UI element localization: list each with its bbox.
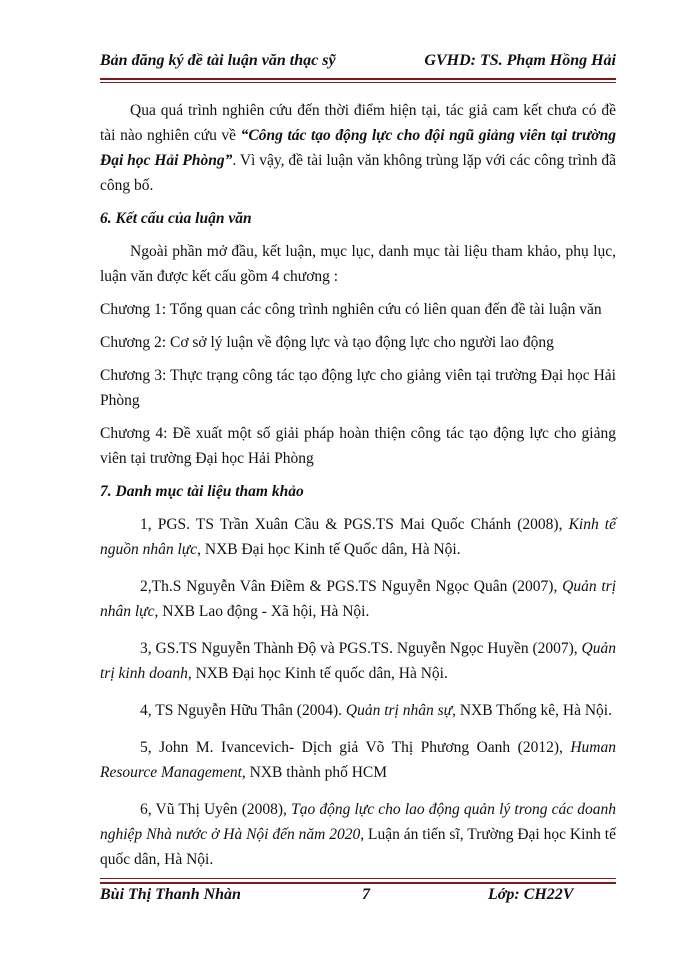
intro-text-2: . Vì vậy, đề tài luận văn không trùng lặp với các công trình đã công bố. [100, 152, 616, 194]
reference-5: 5, John M. Ivancevich- Dịch giả Võ Thị Phương Oanh (2012), Human Resource Management, NXB thành phố HCM [100, 739, 616, 781]
reference-title: Quản trị nhân sự [345, 702, 453, 719]
intro-topic: “Công tác tạo động lực cho đội ngũ giảng viên tại trường Đại học Hải Phòng” [100, 127, 616, 169]
reference-6: 6, Vũ Thị Uyên (2008), Tạo động lực cho lao động quản lý trong các doanh nghiệp Nhà nước ở Hà Nội đến năm 2020, Luận án tiến sĩ, Trường Đại học Kinh tế quốc dân, Hà Nội. [100, 801, 617, 868]
footer-rule-thin [100, 878, 616, 879]
intro-paragraph [100, 98, 616, 198]
reference-4: 4, TS Nguyễn Hữu Thân (2004). Quản trị nhân sự, NXB Thống kê, Hà Nội. [140, 702, 612, 719]
section-6-heading: 6. Kết cấu của luận văn [100, 210, 252, 227]
reference-2: 2,Th.S Nguyễn Vân Điềm & PGS.TS Nguyễn Ngọc Quân (2007), Quản trị nhân lực, NXB Lao động - Xã hội, Hà Nội. [100, 578, 616, 620]
header-rule-thin [100, 82, 616, 83]
reference-3: 3, GS.TS Nguyễn Thành Độ và PGS.TS. Nguyễn Ngọc Huyền (2007), Quản trị kinh doanh, NXB Đại học Kinh tế quốc dân, Hà Nội. [100, 640, 616, 682]
footer-class: Lớp: CH22V [488, 886, 574, 903]
footer-rule [100, 882, 616, 884]
chapter-3: Chương 3: Thực trạng công tác tạo động lực cho giảng viên tại trường Đại học Hải Phòng [100, 367, 616, 409]
page-header [100, 52, 616, 78]
page-body [100, 98, 616, 884]
footer-author: Bùi Thị Thanh Nhàn [100, 886, 241, 903]
reference-title: Quản trị kinh doanh [100, 640, 616, 682]
page-number: 7 [362, 886, 370, 903]
section-7-heading: 7. Danh mục tài liệu tham khảo [100, 483, 304, 500]
chapter-4: Chương 4: Đề xuất một số giải pháp hoàn thiện công tác tạo động lực cho giảng viên tại trường Đại học Hải Phòng [100, 425, 616, 467]
page-footer [100, 886, 616, 910]
reference-title: Quản trị nhân lực [100, 578, 616, 620]
reference-title: Human Resource Management [100, 739, 616, 781]
section-6-intro: Ngoài phần mở đầu, kết luận, mục lục, danh mục tài liệu tham khảo, phụ lục, luận văn được kết cấu gồm 4 chương : [100, 243, 616, 285]
header-document-title: Bản đăng ký đề tài luận văn thạc sỹ [100, 52, 336, 69]
intro-text-1: Qua quá trình nghiên cứu đến thời điểm hiện tại, tác giả cam kết chưa có đề tài nào nghiên cứu về [100, 102, 616, 144]
reference-title: Tạo động lực cho lao động quản lý trong các doanh nghiệp Nhà nước ở Hà Nội đến năm 2020 [100, 801, 617, 843]
reference-1: 1, PGS. TS Trần Xuân Cầu & PGS.TS Mai Quốc Chánh (2008), Kinh tế nguồn nhân lực, NXB Đại học Kinh tế Quốc dân, Hà Nội. [100, 516, 616, 558]
header-rule [100, 78, 616, 80]
header-supervisor: GVHD: TS. Phạm Hồng Hải [424, 52, 616, 69]
reference-title: Kinh tế nguồn nhân lực [100, 516, 616, 558]
chapter-1: Chương 1: Tổng quan các công trình nghiên cứu có liên quan đến đề tài luận văn [100, 301, 602, 318]
chapter-2: Chương 2: Cơ sở lý luận về động lực và tạo động lực cho người lao động [100, 334, 554, 351]
